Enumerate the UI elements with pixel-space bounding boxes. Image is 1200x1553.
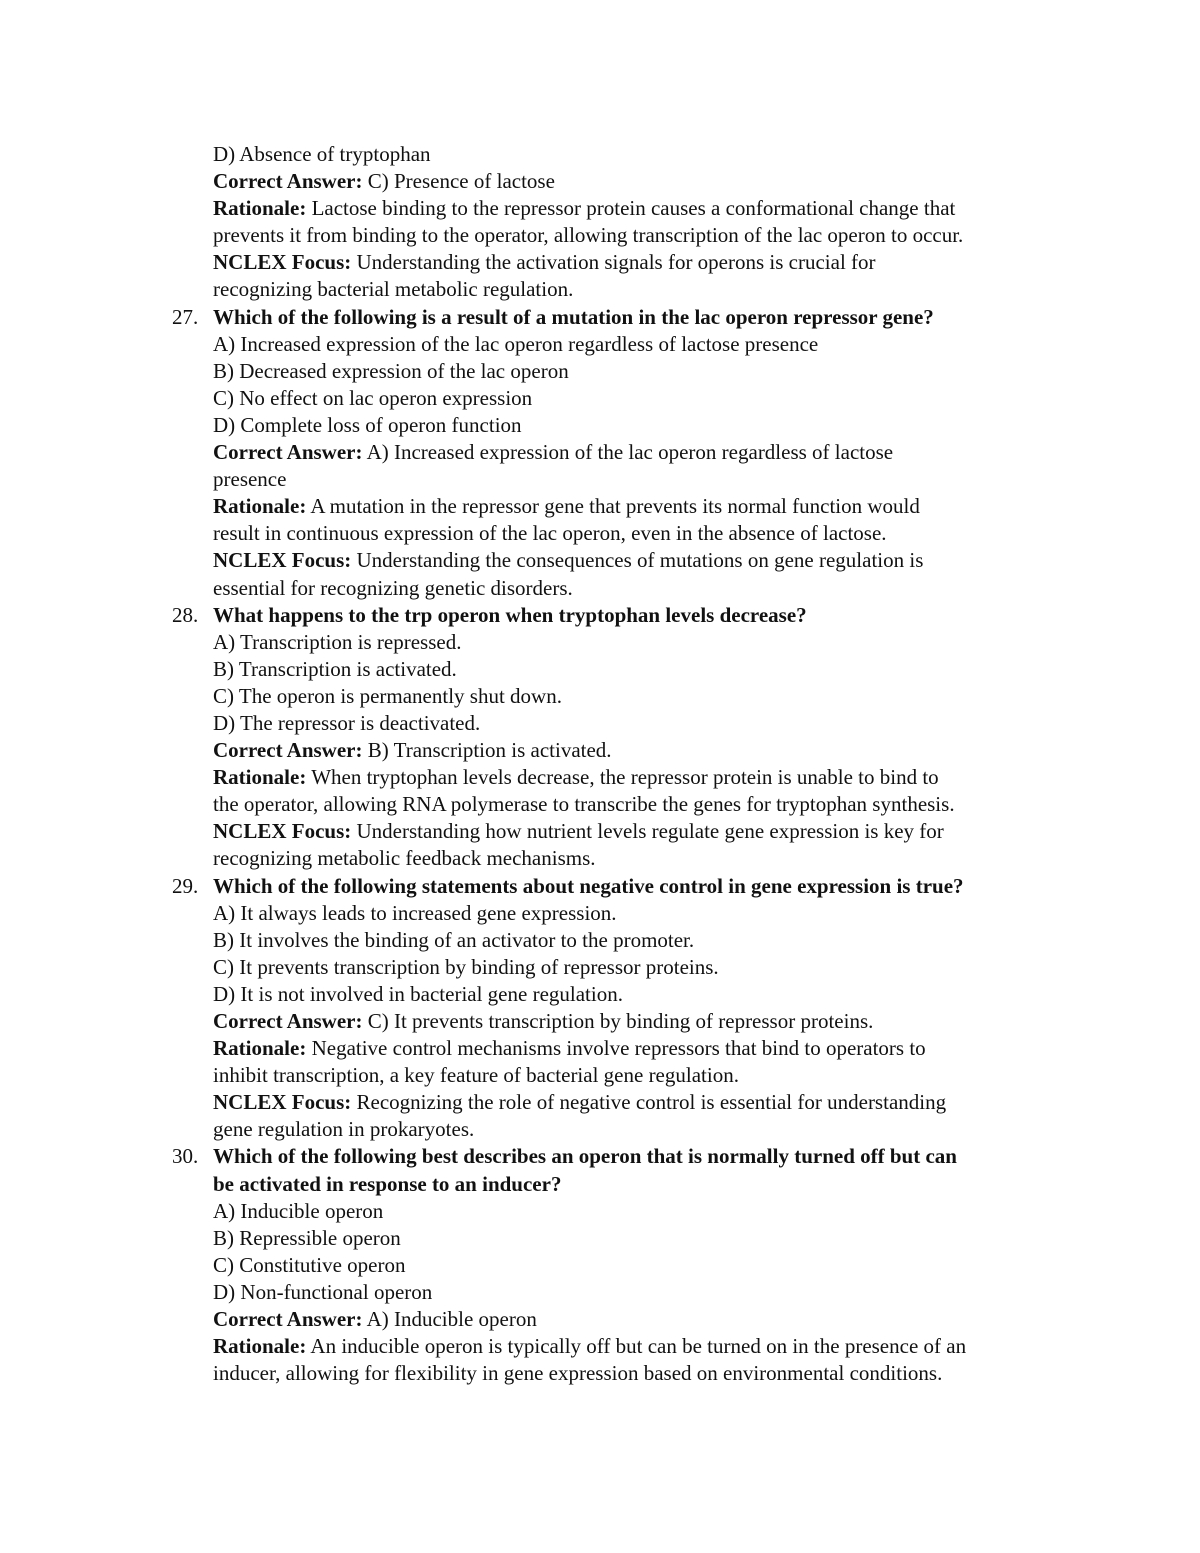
correct-answer-label: Correct Answer: (213, 1307, 363, 1332)
question-number: 28. (172, 602, 199, 627)
nclex-focus-text: Understanding how nutrient levels regulate gene expression is key for (351, 819, 944, 844)
option-b: B) Repressible operon (213, 1225, 401, 1250)
rationale-label: Rationale: (213, 196, 307, 221)
correct-answer-text: A) Increased expression of the lac operon regardless of lactose (362, 440, 894, 465)
rationale-text: inducer, allowing for flexibility in gene expression based on environmental conditions. (213, 1361, 943, 1386)
correct-answer-label: Correct Answer: (213, 440, 363, 465)
rationale-text: Lactose binding to the repressor protein causes a conformational change that (306, 196, 956, 221)
option-d: D) It is not involved in bacterial gene regulation. (213, 981, 623, 1006)
rationale-text: the operator, allowing RNA polymerase to transcribe the genes for tryptophan synthesis. (213, 792, 955, 817)
rationale-line (0, 195, 1200, 222)
question-text: What happens to the trp operon when tryptophan levels decrease? (213, 602, 807, 627)
correct-answer-label: Correct Answer: (213, 169, 363, 194)
question-30 (0, 1143, 1200, 1170)
rationale-label: Rationale: (213, 1334, 307, 1359)
nclex-focus-text: Recognizing the role of negative control is essential for understanding (351, 1090, 947, 1115)
question-text: be activated in response to an inducer? (213, 1171, 562, 1196)
correct-answer-line (0, 168, 1200, 195)
rationale-line (0, 1333, 1200, 1360)
nclex-focus-text: Understanding the consequences of mutations on gene regulation is (351, 548, 924, 573)
correct-answer-text: C) Presence of lactose (362, 169, 555, 194)
option-a: A) Inducible operon (213, 1198, 384, 1223)
correct-answer-text: C) It prevents transcription by binding of repressor proteins. (362, 1009, 874, 1033)
rationale-text: prevents it from binding to the operator, allowing transcription of the lac operon to occur. (213, 223, 964, 248)
rationale-label: Rationale: (213, 494, 307, 519)
correct-answer-text: A) Inducible operon (362, 1307, 537, 1332)
option-c: C) The operon is permanently shut down. (213, 683, 562, 708)
rationale-line (0, 764, 1200, 791)
rationale-text: Negative control mechanisms involve repressors that bind to operators to (306, 1036, 926, 1061)
nclex-focus-text: essential for recognizing genetic disorders. (213, 575, 573, 600)
nclex-focus-text: recognizing metabolic feedback mechanisms. (213, 846, 596, 871)
option-c: C) No effect on lac operon expression (213, 385, 533, 410)
question-29 (0, 873, 1200, 900)
document-page (0, 141, 1200, 1387)
nclex-focus-text: gene regulation in prokaryotes. (213, 1117, 475, 1142)
option-d: D) The repressor is deactivated. (213, 710, 481, 735)
correct-answer-label: Correct Answer: (213, 738, 363, 763)
correct-answer-line (0, 1306, 1200, 1333)
rationale-text: inhibit transcription, a key feature of bacterial gene regulation. (213, 1063, 739, 1088)
question-number: 29. (172, 873, 199, 898)
nclex-focus-text: Understanding the activation signals for operons is crucial for (351, 250, 876, 275)
rationale-text: result in continuous expression of the lac operon, even in the absence of lactose. (213, 521, 887, 546)
option-d: D) Complete loss of operon function (213, 412, 522, 437)
nclex-focus-label: NCLEX Focus: (213, 250, 352, 275)
option-a: A) Transcription is repressed. (213, 629, 462, 654)
rationale-line (0, 493, 1200, 520)
rationale-text: A mutation in the repressor gene that prevents its normal function would (306, 494, 920, 519)
rationale-label: Rationale: (213, 765, 307, 790)
question-number: 27. (172, 304, 199, 329)
correct-answer-line (0, 439, 1200, 466)
nclex-focus-line (0, 249, 1200, 276)
option-c: C) Constitutive operon (213, 1252, 406, 1277)
rationale-line (0, 1035, 1200, 1062)
rationale-label: Rationale: (213, 1036, 307, 1061)
nclex-focus-label: NCLEX Focus: (213, 548, 352, 573)
rationale-text: When tryptophan levels decrease, the repressor protein is unable to bind to (306, 765, 939, 790)
question-text: Which of the following statements about negative control in gene expression is true? (213, 873, 964, 898)
question-text: Which of the following best describes an operon that is normally turned off but can (213, 1144, 957, 1169)
question-number: 30. (172, 1144, 199, 1169)
option-d: D) Absence of tryptophan (213, 142, 431, 166)
option-c: C) It prevents transcription by binding of repressor proteins. (213, 954, 719, 979)
option-a: A) Increased expression of the lac operon regardless of lactose presence (213, 331, 819, 356)
question-27 (0, 304, 1200, 331)
correct-answer-line (0, 1008, 1200, 1035)
correct-answer-text: presence (213, 467, 287, 492)
option-d: D) Non-functional operon (213, 1279, 433, 1304)
rationale-text: An inducible operon is typically off but can be turned on in the presence of an (306, 1334, 967, 1359)
correct-answer-label: Correct Answer: (213, 1009, 363, 1033)
option-b: B) Transcription is activated. (213, 656, 457, 681)
correct-answer-line (0, 737, 1200, 764)
nclex-focus-line (0, 1089, 1200, 1116)
question-28 (0, 602, 1200, 629)
nclex-focus-label: NCLEX Focus: (213, 819, 352, 844)
option-b: B) It involves the binding of an activator to the promoter. (213, 927, 695, 952)
nclex-focus-label: NCLEX Focus: (213, 1090, 352, 1115)
nclex-focus-line (0, 818, 1200, 845)
nclex-focus-text: recognizing bacterial metabolic regulation. (213, 277, 574, 302)
correct-answer-text: B) Transcription is activated. (362, 738, 612, 763)
question-text: Which of the following is a result of a mutation in the lac operon repressor gene? (213, 304, 934, 329)
option-b: B) Decreased expression of the lac operon (213, 358, 569, 383)
nclex-focus-line (0, 547, 1200, 574)
option-a: A) It always leads to increased gene expression. (213, 900, 617, 925)
